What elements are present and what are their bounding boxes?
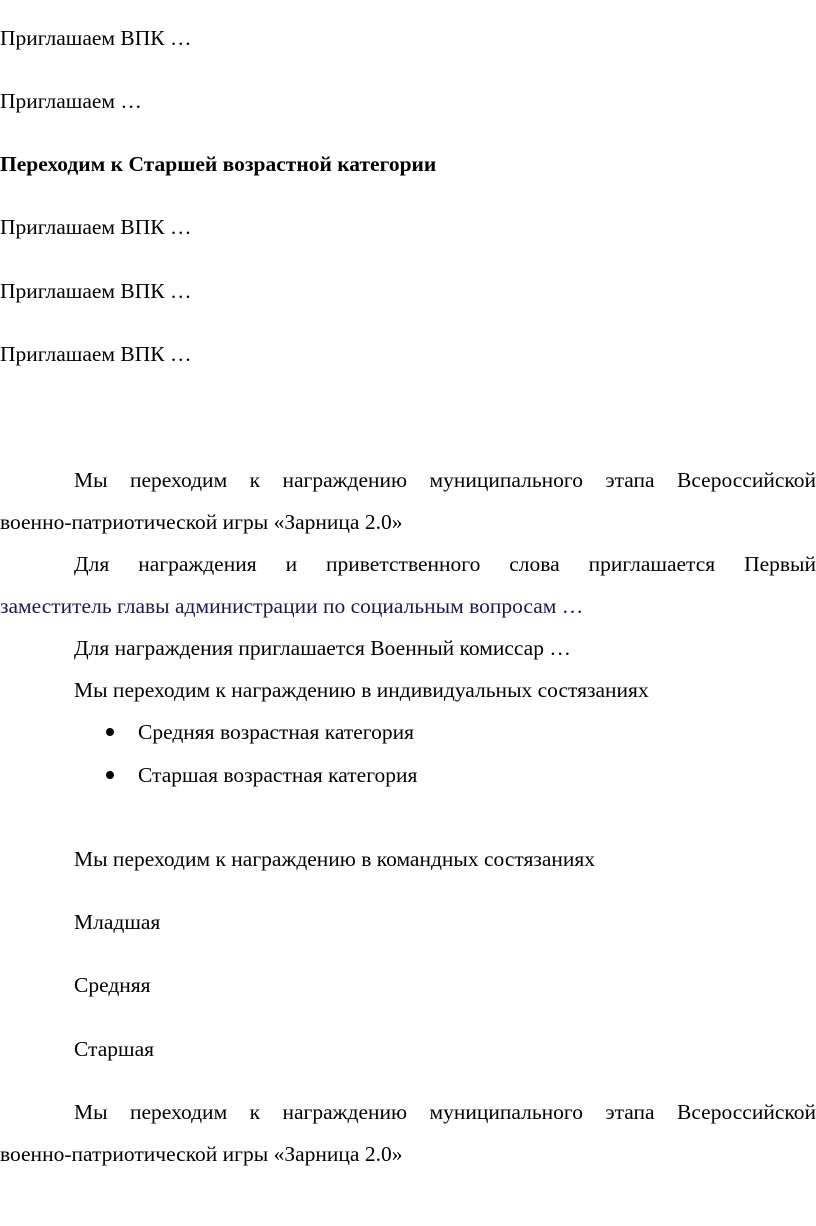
paragraph-first-deputy bbox=[0, 551, 816, 619]
team-category: Средняя bbox=[74, 973, 151, 997]
paragraph-line: Для награждения и приветственного слова приглашается Первый bbox=[74, 552, 816, 576]
paragraph-line: Мы переходим к награждению муниципального этапа Всероссийской bbox=[74, 468, 816, 492]
paragraph-line: военно-патриотической игры «Зарница 2.0» bbox=[0, 510, 403, 534]
invite-line: Приглашаем ВПК … bbox=[0, 279, 192, 303]
invite-line: Приглашаем ВПК … bbox=[0, 26, 192, 50]
invite-line: Приглашаем ВПК … bbox=[0, 215, 192, 239]
paragraph-individual: Мы переходим к награждению в индивидуальных состязаниях bbox=[74, 678, 649, 702]
list-item: Средняя возрастная категория bbox=[138, 720, 414, 744]
list-item: Старшая возрастная категория bbox=[138, 763, 418, 787]
paragraph-line: военно-патриотической игры «Зарница 2.0» bbox=[0, 1142, 403, 1166]
invite-line: Приглашаем … bbox=[0, 89, 142, 113]
bullet-icon bbox=[106, 728, 114, 736]
paragraph-line: Мы переходим к награждению муниципального этапа Всероссийской bbox=[74, 1100, 816, 1124]
paragraph-award-intro bbox=[0, 467, 816, 535]
bullet-icon bbox=[106, 771, 114, 779]
paragraph-military-commissar: Для награждения приглашается Военный комиссар … bbox=[74, 636, 571, 660]
paragraph-award-outro bbox=[0, 1099, 816, 1167]
team-category: Младшая bbox=[74, 910, 161, 934]
paragraph-team: Мы переходим к награждению в командных состязаниях bbox=[74, 847, 596, 871]
team-category: Старшая bbox=[74, 1037, 154, 1061]
invite-line: Приглашаем ВПК … bbox=[0, 342, 192, 366]
section-heading: Переходим к Старшей возрастной категории bbox=[0, 152, 437, 176]
paragraph-line: заместитель главы администрации по социальным вопросам … bbox=[0, 594, 584, 618]
